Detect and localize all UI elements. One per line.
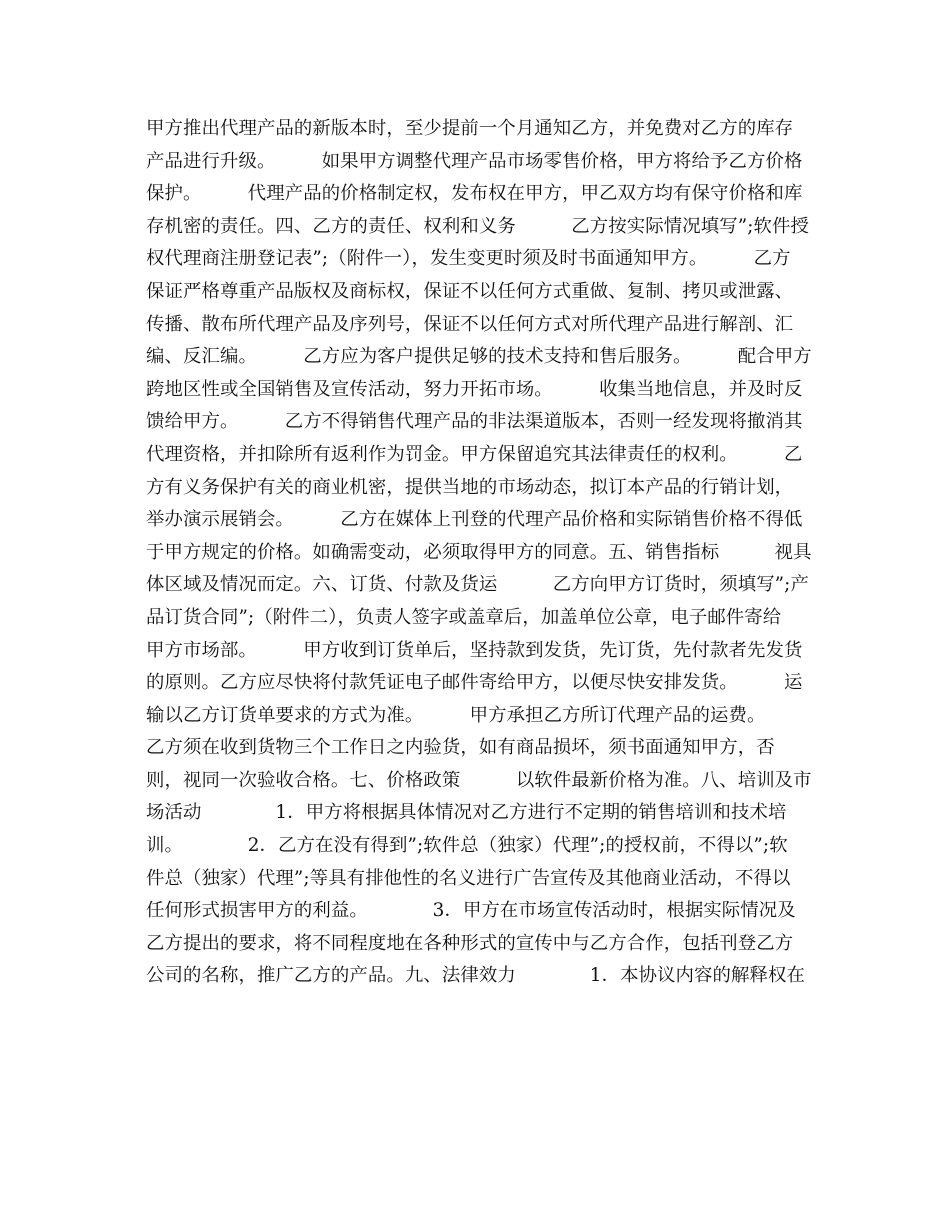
text-line-23: 训。 2．乙方在没有得到”;软件总（独家）代理”;的授权前，不得以”;软 [146,835,788,857]
text-line-4: 存机密的责任。四、乙方的责任、权利和义务 乙方按实际情况填写”;软件授 [146,215,809,237]
text-line-3: 保护。 代理产品的价格制定权，发布权在甲方，甲乙双方均有保守价格和库 [146,183,803,205]
text-line-20: 乙方须在收到货物三个工作日之内验货，如有商品损坏，须书面通知甲方，否 [146,737,775,759]
text-line-25: 任何形式损害甲方的利益。 3．甲方在市场宣传活动时，根据实际情况及 [146,900,796,922]
text-line-13: 举办演示展销会。 乙方在媒体上刊登的代理产品价格和实际销售价格不得低 [146,509,803,531]
text-line-8: 编、反汇编。 乙方应为客户提供足够的技术支持和售后服务。 配合甲方 [146,346,812,368]
text-line-16: 品订货合同”;（附件二），负责人签字或盖章后，加盖单位公章，电子邮件寄给 [146,606,782,628]
text-line-10: 馈给甲方。 乙方不得销售代理产品的非法渠道版本，否则一经发现将撤消其 [146,411,803,433]
text-line-7: 传播、散布所代理产品及序列号，保证不以任何方式对所代理产品进行解剖、汇 [146,313,794,335]
text-line-21: 则，视同一次验收合格。七、价格政策 以软件最新价格为准。八、培训及市 [146,769,812,791]
text-line-22: 场活动 1．甲方将根据具体情况对乙方进行不定期的销售培训和技术培 [146,802,787,824]
text-line-12: 方有义务保护有关的商业机密，提供当地的市场动态，拟订本产品的行销计划， [146,476,794,498]
text-line-24: 件总（独家）代理”;等具有排他性的名义进行广告宣传及其他商业活动，不得以 [146,867,791,889]
text-line-1: 甲方推出代理产品的新版本时，至少提前一个月通知乙方，并免费对乙方的库存 [146,118,794,139]
text-line-26: 乙方提出的要求，将不同程度地在各种形式的宣传中与乙方合作，包括刊登乙方 [146,932,794,954]
text-line-5: 权代理商注册登记表”;（附件一），发生变更时须及时书面通知甲方。 乙方 [146,248,791,270]
text-line-6: 保证严格尊重产品版权及商标权，保证不以任何方式重做、复制、拷贝或泄露、 [146,280,794,302]
text-line-19: 输以乙方订货单要求的方式为准。 甲方承担乙方所订代理产品的运费。 [146,704,766,726]
text-line-9: 跨地区性或全国销售及宣传活动，努力开拓市场。 收集当地信息，并及时反 [146,378,803,400]
text-line-2: 产品进行升级。 如果甲方调整代理产品市场零售价格，甲方将给予乙方价格 [146,150,803,172]
text-line-11: 代理资格，并扣除所有返利作为罚金。甲方保留追究其法律责任的权利。 乙 [146,443,803,465]
text-line-27: 公司的名称，推广乙方的产品。九、法律效力 1．本协议内容的解释权在 [146,965,805,987]
text-line-15: 体区域及情况而定。六、订货、付款及货运 乙方向甲方订货时，须填写”;产 [146,574,809,596]
text-line-17: 甲方市场部。 甲方收到订货单后，坚持款到发货，先订货，先付款者先发货 [146,639,803,661]
body-text [146,113,836,993]
text-line-18: 的原则。乙方应尽快将付款凭证电子邮件寄给甲方，以便尽快安排发货。 运 [146,672,803,694]
text-line-14: 于甲方规定的价格。如确需变动，必须取得甲方的同意。五、销售指标 视具 [146,541,812,563]
